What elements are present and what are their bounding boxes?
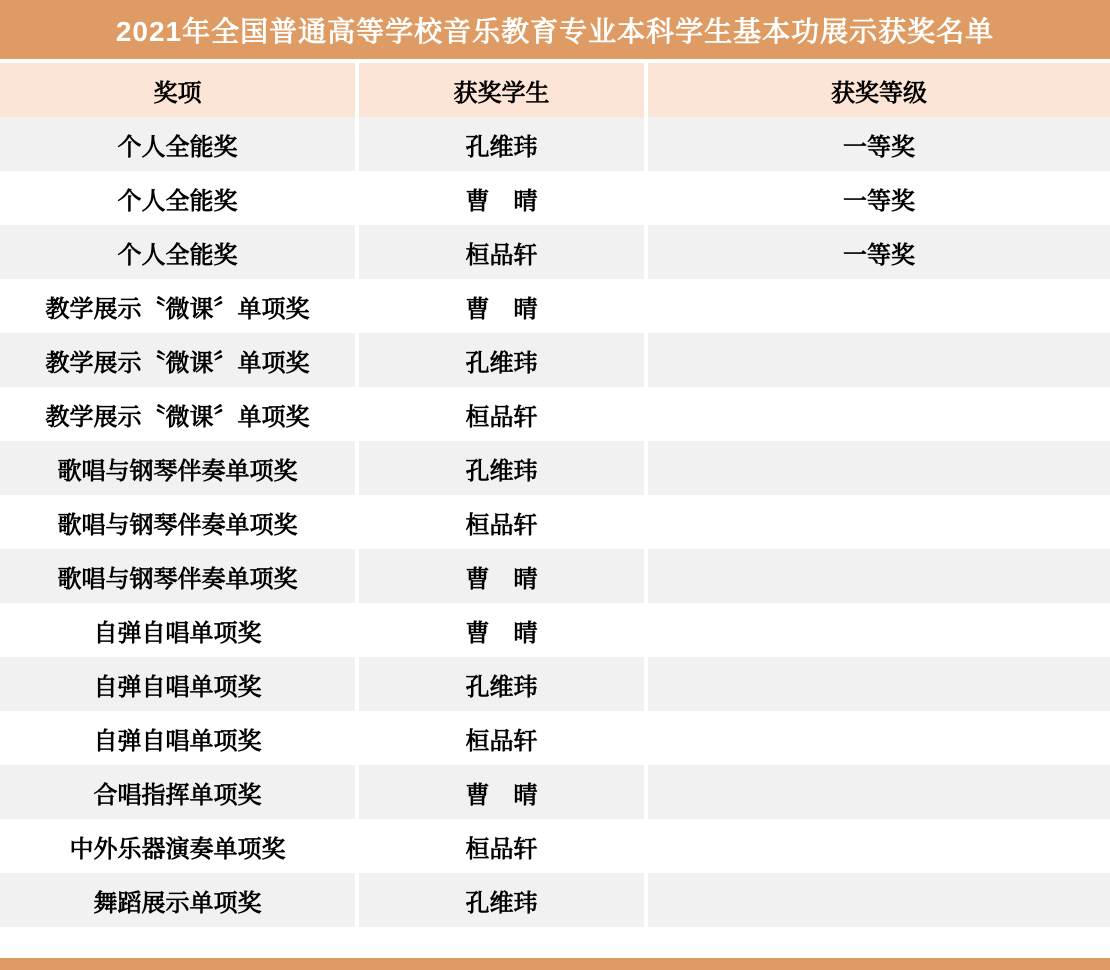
level-cell: [648, 387, 1110, 441]
column-header-award: 奖项: [0, 63, 355, 117]
table-title-bar: [0, 0, 1110, 59]
award-cell: 歌唱与钢琴伴奏单项奖: [0, 441, 355, 495]
student-cell: 孔维玮: [359, 657, 644, 711]
level-cell: 一等奖: [648, 117, 1110, 171]
student-cell: 孔维玮: [359, 117, 644, 171]
student-cell: 桓品轩: [359, 225, 644, 279]
student-cell: 孔维玮: [359, 873, 644, 927]
bottom-accent-bar: [0, 958, 1110, 970]
award-cell: 教学展示〝微课〞单项奖: [0, 387, 355, 441]
award-cell: 歌唱与钢琴伴奏单项奖: [0, 495, 355, 549]
awards-table: [0, 63, 1110, 927]
student-cell: 桓品轩: [359, 711, 644, 765]
student-cell: 曹 晴: [359, 765, 644, 819]
award-cell: 自弹自唱单项奖: [0, 657, 355, 711]
award-cell: 合唱指挥单项奖: [0, 765, 355, 819]
level-cell: [648, 873, 1110, 927]
student-cell: 桓品轩: [359, 495, 644, 549]
award-cell: 教学展示〝微课〞单项奖: [0, 279, 355, 333]
level-cell: [648, 441, 1110, 495]
level-cell: [648, 279, 1110, 333]
level-cell: [648, 549, 1110, 603]
level-cell: [648, 495, 1110, 549]
student-cell: 曹 晴: [359, 549, 644, 603]
award-cell: 舞蹈展示单项奖: [0, 873, 355, 927]
student-cell: 曹 晴: [359, 171, 644, 225]
level-cell: [648, 819, 1110, 873]
level-cell: 一等奖: [648, 171, 1110, 225]
award-cell: 中外乐器演奏单项奖: [0, 819, 355, 873]
level-cell: 一等奖: [648, 225, 1110, 279]
level-cell: [648, 711, 1110, 765]
student-cell: 孔维玮: [359, 333, 644, 387]
award-cell: 自弹自唱单项奖: [0, 711, 355, 765]
column-header-level: 获奖等级: [648, 63, 1110, 117]
student-cell: 桓品轩: [359, 819, 644, 873]
level-cell: [648, 765, 1110, 819]
level-cell: [648, 657, 1110, 711]
student-cell: 桓品轩: [359, 387, 644, 441]
level-cell: [648, 333, 1110, 387]
student-cell: 曹 晴: [359, 603, 644, 657]
award-cell: 个人全能奖: [0, 171, 355, 225]
page-title: 2021年全国普通高等学校音乐教育专业本科学生基本功展示获奖名单: [115, 15, 995, 47]
award-cell: 教学展示〝微课〞单项奖: [0, 333, 355, 387]
student-cell: 曹 晴: [359, 279, 644, 333]
award-cell: 歌唱与钢琴伴奏单项奖: [0, 549, 355, 603]
award-cell: 个人全能奖: [0, 117, 355, 171]
column-header-student: 获奖学生: [359, 63, 644, 117]
student-cell: 孔维玮: [359, 441, 644, 495]
level-cell: [648, 603, 1110, 657]
award-cell: 个人全能奖: [0, 225, 355, 279]
award-cell: 自弹自唱单项奖: [0, 603, 355, 657]
